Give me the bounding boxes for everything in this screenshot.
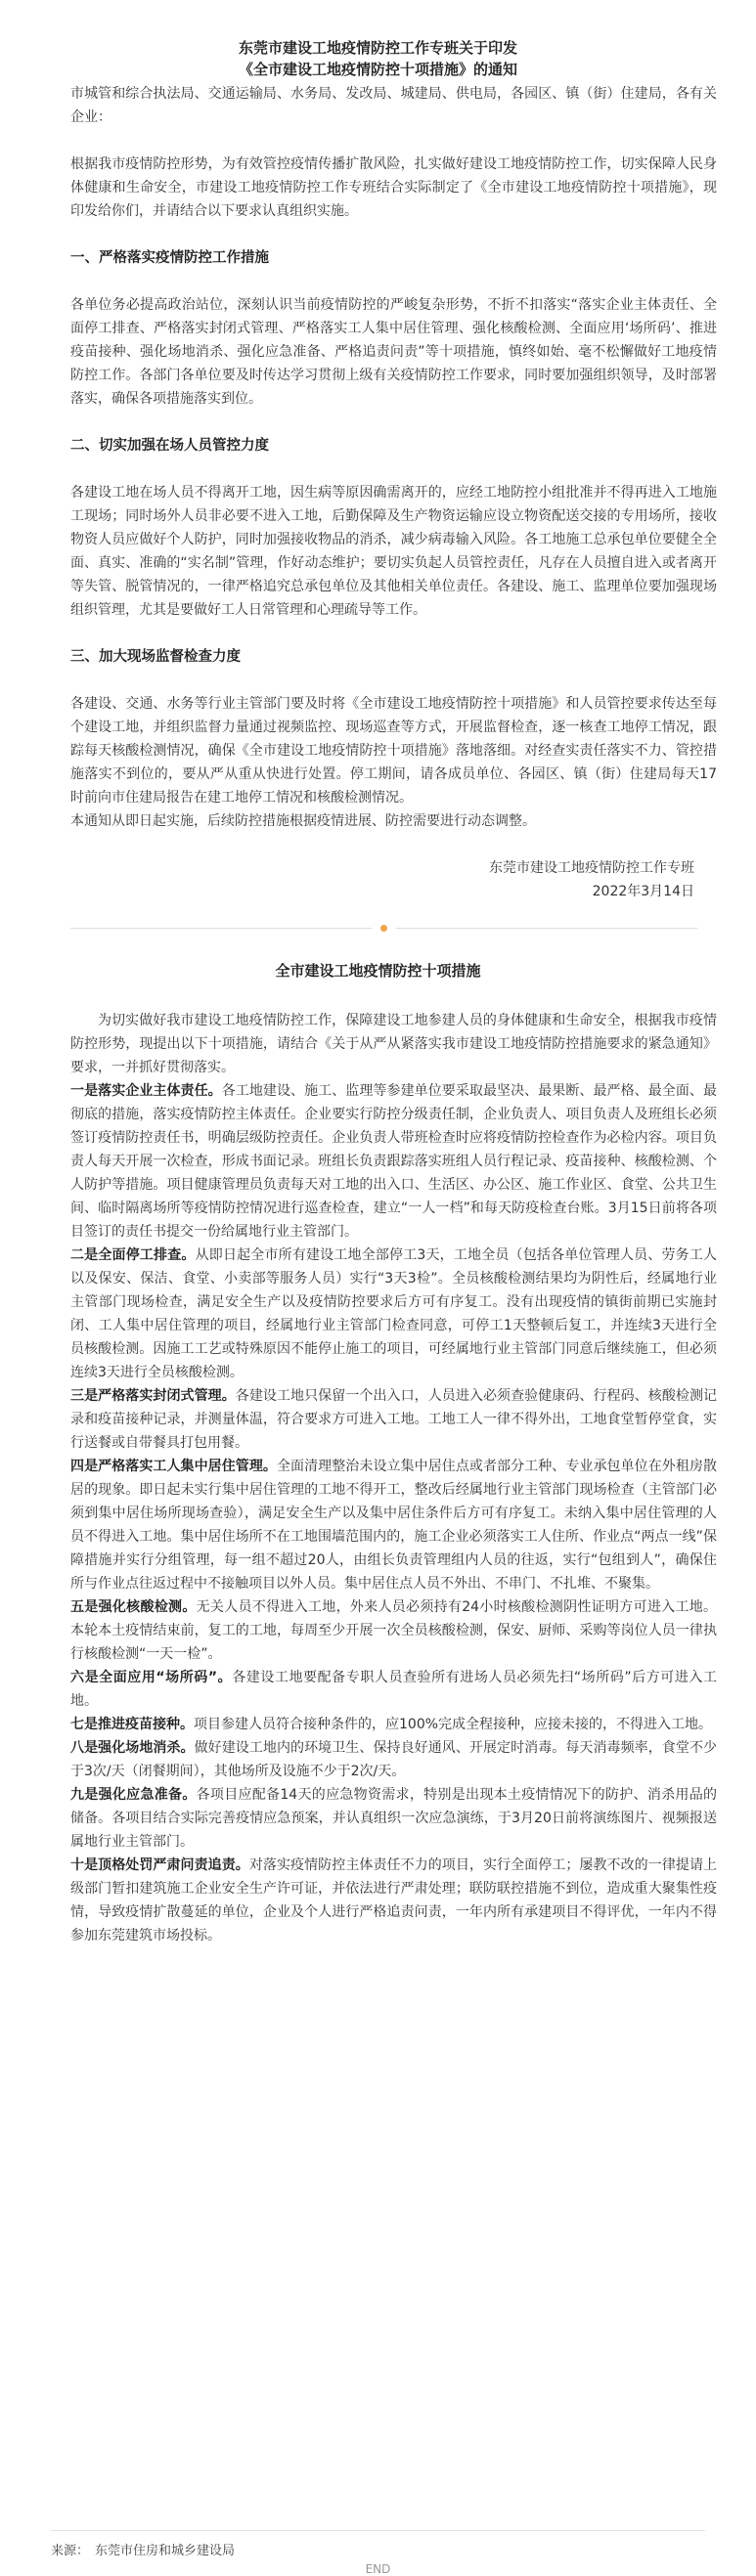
measure-item-head: 七是推进疫苗接种。 (70, 1717, 194, 1732)
measure-item-head: 九是强化应急准备。 (70, 1787, 197, 1803)
measure-item-body: 无关人员不得进入工地，外来人员必须持有24小时核酸检测阴性证明方可进入工地。本轮本土疫情结束前，复工的工地，每周至少开展一次全员核酸检测，保安、厨师、采购等岗位人员一律执行核酸检测“一天一检”。 (70, 1599, 718, 1662)
measure-item-2 (0, 1244, 756, 1384)
section-body-1: 各单位务必提高政治站位，深刻认识当前疫情防控的严峻复杂形势，不折不扣落实“落实企业主体责任、全面停工排查、严格落实封闭式管理、严格落实工人集中居住管理、强化核酸检测、全面应用‘场所码’、推进疫苗接种、强化场地消杀、强化应急准备、严格追责问责”等十项措施，慎终如始、毫不松懈做好工地疫情防控工作。各部门各单位要及时传达学习贯彻上级有关疫情防控工作要求，同时要加强组织领导，及时部署落实，确保各项措施落实到位。 (70, 297, 717, 407)
divider-dot-icon (380, 925, 387, 932)
measures-intro: 为切实做好我市建设工地疫情防控工作，保障建设工地参建人员的身体健康和生命安全，根据我市疫情防控形势，现提出以下十项措施，请结合《关于从严从紧落实我市建设工地疫情防控措施要求的紧急通知》要求，一并抓好贯彻落实。 (70, 1013, 717, 1075)
section-heading-1: 一、严格落实疫情防控工作措施 (70, 250, 269, 266)
measure-item-3 (0, 1384, 756, 1455)
measure-item-head: 一是落实企业主体责任。 (70, 1083, 222, 1099)
measure-item-body: 各建设工地只保留一个出入口，人员进入必须查验健康码、行程码、核酸检测记录和疫苗接种记录，并测量体温，符合要求方可进入工地。工地工人一律不得外出，工地食堂暂停堂食，实行送餐或自带餐具打包用餐。 (70, 1388, 718, 1451)
source-name[interactable]: 东莞市住房和城乡建设局 (95, 2544, 236, 2558)
notice-signature: 东莞市建设工地疫情防控工作专班 (489, 860, 694, 876)
measure-item-6 (0, 1666, 756, 1713)
section-divider (70, 917, 697, 940)
measure-item-head: 三是严格落实封闭式管理。 (70, 1388, 236, 1404)
measure-item-body: 项目参建人员符合接种条件的，应100%完成全程接种，应接未接的，不得进入工地。 (194, 1717, 713, 1732)
measure-item-body: 对落实疫情防控主体责任不力的项目，实行全面停工；屡教不改的一律提请上级部门暂扣建筑施工企业安全生产许可证，并依法进行严肃处理；联防联控措施不到位，造成重大聚集性疫情，导致疫情扩散蔓延的单位，企业及个人进行严格追责问责，一年内所有承建项目不得评优，一年内不得参加东莞建筑市场投标。 (70, 1857, 718, 1943)
notice-title-line2: 《全市建设工地疫情防控十项措施》的通知 (238, 61, 517, 78)
measure-item-body: 各项目应配备14天的应急物资需求，特别是出现本土疫情情况下的防护、消杀用品的储备。各项目结合实际完善疫情应急预案，并认真组织一次应急演练，于3月20日前将演练图片、视频报送属地行业主管部门。 (70, 1787, 718, 1850)
notice-date: 2022年3月14日 (592, 884, 694, 899)
source-line (51, 2540, 235, 2558)
measure-item-head: 五是强化核酸检测。 (70, 1599, 197, 1615)
section-heading-2: 二、切实加强在场人员管控力度 (70, 438, 269, 454)
measure-item-body: 各建设工地要配备专职人员查验所有进场人员必须先扫“场所码”后方可进入工地。 (70, 1670, 717, 1709)
measure-item-head: 八是强化场地消杀。 (70, 1740, 195, 1756)
source-divider (51, 2530, 705, 2531)
measure-item-body: 做好建设工地内的环境卫生、保持良好通风、开展定时消毒。每天消毒频率，食堂不少于3次/天（闭餐期间），其他场所及设施不少于2次/天。 (70, 1740, 718, 1779)
measure-item-head: 十是顶格处罚严肃问责追责。 (70, 1857, 249, 1873)
notice-closing: 本通知从即日起实施，后续防控措施根据疫情进展、防控需要进行动态调整。 (70, 813, 536, 829)
measure-item-10 (0, 1854, 756, 1947)
measure-item-5 (0, 1595, 756, 1666)
measures-title: 全市建设工地疫情防控十项措施 (275, 962, 481, 980)
measure-item-body: 各工地建设、施工、监理等参建单位要采取最坚决、最果断、最严格、最全面、最彻底的措施，落实疫情防控主体责任。企业要实行防控分级责任制，企业负责人、项目负责人及班组长必须签订疫情防控责任书，明确层级防控责任。企业负责人带班检查时应将疫情防控检查作为必检内容。项目负责人每天开展一次检查，形成书面记录。班组长负责跟踪落实班组人员行程记录、疫苗接种、核酸检测、个人防护等措施。项目健康管理员负责每天对工地的出入口、生活区、办公区、施工作业区、食堂、公共卫生间、临时隔离场所等疫情防控情况进行巡查检查，建立“一人一档”和每天防疫检查台账。3月15日前将各项目签订的责任书提交一份给属地行业主管部门。 (70, 1083, 717, 1240)
notice-title-line1: 东莞市建设工地疫情防控工作专班关于印发 (238, 39, 517, 57)
measure-item-body: 从即日起全市所有建设工地全部停工3天，工地全员（包括各单位管理人员、劳务工人以及保安、保洁、食堂、小卖部等服务人员）实行“3天3检”。全员核酸检测结果均为阴性后，经属地行业主管部门现场检查，满足安全生产以及疫情防控要求后方可有序复工。没有出现疫情的镇街前期已实施封闭、工人集中居住管理的项目，经属地行业主管部门检查同意，可停工1天整顿后复工，并连续3天进行全员核酸检测。因施工工艺或特殊原因不能停止施工的项目，可经属地行业主管部门同意后继续施工，但必须连续3天进行全员核酸检测。 (70, 1247, 718, 1380)
measure-item-body: 全面清理整治未设立集中居住点或者部分工种、专业承包单位在外租房散居的现象。即日起未实行集中居住管理的工地不得开工，整改后经属地行业主管部门现场检查（主管部门必须到集中居住场所现场查验），满足安全生产以及集中居住条件后方可有序复工。未纳入集中居住管理的人员不得进入工地。集中居住场所不在工地围墙范围内的，施工企业必须落实工人住所、作业点“两点一线”保障措施并实行分组管理，每一组不超过20人，由组长负责管理组内人员的往返，实行“包组到人”，确保住所与作业点往返过程中不接触项目以外人员。集中居住点人员不外出、不串门、不扎堆、不聚集。 (70, 1459, 718, 1592)
footer-end-mark: END (365, 2562, 391, 2576)
measures-list (0, 1079, 756, 1947)
measure-item-4 (0, 1455, 756, 1595)
measure-item-1 (0, 1079, 756, 1244)
section-body-3: 各建设、交通、水务等行业主管部门要及时将《全市建设工地疫情防控十项措施》和人员管控要求传达至每个建设工地，并组织监督力量通过视频监控、现场巡查等方式，开展监督检查，逐一核查工地停工情况，跟踪每天核酸检测情况，确保《全市建设工地疫情防控十项措施》落地落细。对经查实责任落实不力、管控措施落实不到位的，要从严从重从快进行处置。停工期间，请各成员单位、各园区、镇（街）住建局每天17时前向市住建局报告在建工地停工情况和核酸检测情况。 (70, 696, 717, 806)
measure-item-9 (0, 1783, 756, 1854)
notice-recipients: 市城管和综合执法局、交通运输局、水务局、发改局、城建局、供电局，各园区、镇（街）住建局，各有关企业： (70, 86, 717, 125)
measure-item-7 (0, 1713, 756, 1736)
measure-item-head: 二是全面停工排查。 (70, 1247, 196, 1263)
measure-item-head: 四是严格落实工人集中居住管理。 (70, 1459, 277, 1474)
measure-item-head: 六是全面应用“场所码”。 (70, 1670, 233, 1685)
source-label: 来源： (51, 2544, 90, 2558)
notice-intro: 根据我市疫情防控形势，为有效管控疫情传播扩散风险，扎实做好建设工地疫情防控工作，切实保障人民身体健康和生命安全，市建设工地疫情防控工作专班结合实际制定了《全市建设工地疫情防控十项措施》，现印发给你们，并请结合以下要求认真组织实施。 (70, 156, 717, 219)
measure-item-8 (0, 1736, 756, 1783)
section-body-2: 各建设工地在场人员不得离开工地，因生病等原因确需离开的，应经工地防控小组批准并不得再进入工地施工现场；同时场外人员非必要不进入工地，后勤保障及生产物资运输应设立物资配送交接的专用场所，接收物资人员应做好个人防护，同时加强接收物品的消杀，减少病毒输入风险。各工地施工总承包单位要健全全面、真实、准确的“实名制”管理，作好动态维护；要切实负起人员管控责任，凡存在人员擅自进入或者离开等失管、脱管情况的，一律严格追究总承包单位及其他相关单位责任。各建设、施工、监理单位要加强现场组织管理，尤其是要做好工人日常管理和心理疏导等工作。 (70, 485, 717, 618)
section-heading-3: 三、加大现场监督检查力度 (70, 649, 241, 665)
